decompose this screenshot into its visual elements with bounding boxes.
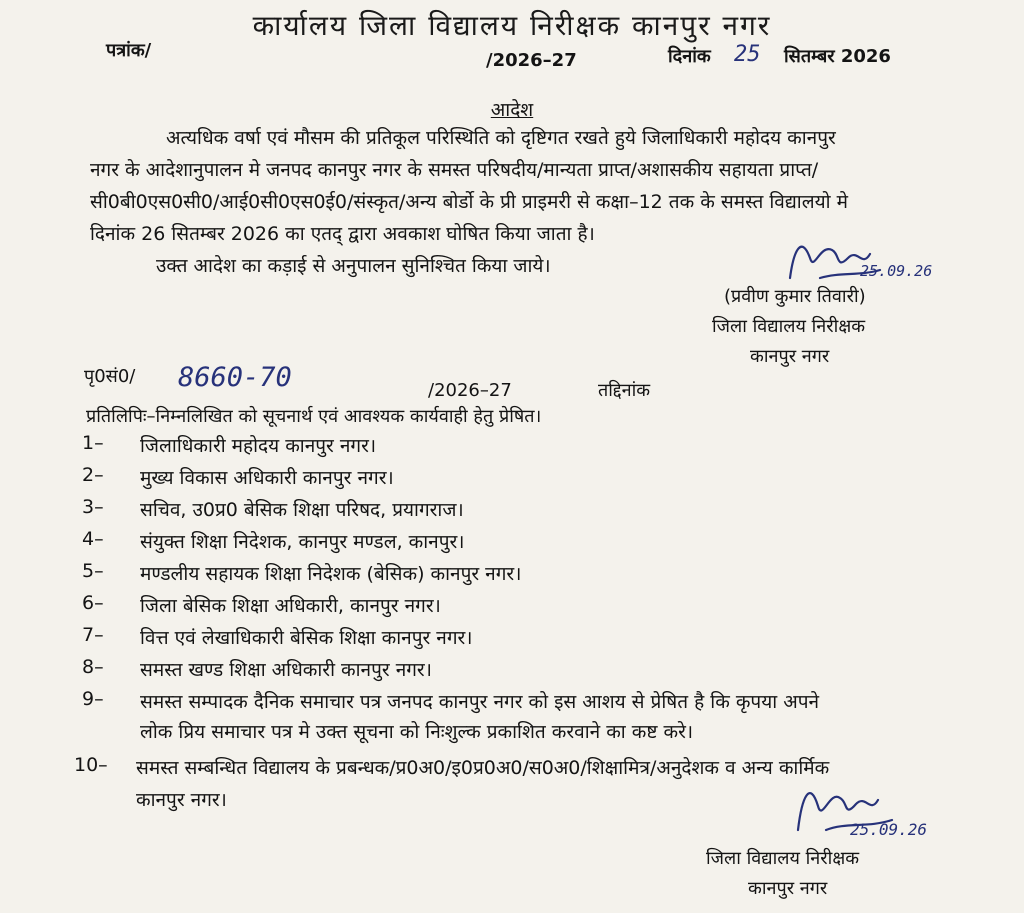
order-line-2: नगर के आदेशानुपालन मे जनपद कानपुर नगर के समस्त परिषदीय/मान्यता प्राप्त/अशासकीय सहायता प्राप्त/: [90, 159, 819, 181]
signature-1-date: 25.09.26: [860, 262, 933, 280]
order-compliance: उक्त आदेश का कड़ाई से अनुपालन सुनिश्चित किया जाये।: [156, 255, 551, 277]
list-item-10-cont: कानपुर नगर।: [136, 789, 227, 811]
list-item-8-num: 8–: [82, 656, 104, 678]
signature-2-date: 25.09.26: [850, 820, 928, 839]
ref-label: पत्रांक/: [106, 40, 152, 61]
signatory-place-2: कानपुर नगर: [748, 878, 828, 899]
signatory-name: (प्रवीण कुमार तिवारी): [724, 286, 866, 307]
date-day-handwritten: 25: [734, 42, 761, 67]
copy-line: प्रतिलिपिः–निम्नलिखित को सूचनार्थ एवं आवश्यक कार्यवाही हेतु प्रेषित।: [86, 406, 542, 427]
order-line-4: दिनांक 26 सितम्बर 2026 का एतद् द्वारा अवकाश घोषित किया जाता है।: [90, 223, 595, 245]
signatory-place-1: कानपुर नगर: [750, 346, 830, 367]
list-item-8: समस्त खण्ड शिक्षा अधिकारी कानपुर नगर।: [140, 659, 432, 681]
list-item-3: सचिव, उ0प्र0 बेसिक शिक्षा परिषद, प्रयागराज।: [140, 499, 464, 521]
list-item-4-num: 4–: [82, 528, 104, 550]
list-item-7: वित्त एवं लेखाधिकारी बेसिक शिक्षा कानपुर नगर।: [140, 627, 473, 649]
list-item-4: संयुक्त शिक्षा निदेशक, कानपुर मण्डल, कानपुर।: [140, 531, 465, 553]
endorsement-ref-number-handwritten: 8660-70: [178, 362, 292, 393]
list-item-5: मण्डलीय सहायक शिक्षा निदेशक (बेसिक) कानपुर नगर।: [140, 563, 522, 585]
list-item-6: जिला बेसिक शिक्षा अधिकारी, कानपुर नगर।: [140, 595, 441, 617]
signatory-designation-1: जिला विद्यालय निरीक्षक: [712, 316, 866, 337]
list-item-9-cont: लोक प्रिय समाचार पत्र मे उक्त सूचना को निःशुल्क प्रकाशित करवाने का कष्ट करे।: [140, 721, 694, 743]
date-rest: सितम्बर 2026: [784, 46, 891, 67]
signatory-designation-2: जिला विद्यालय निरीक्षक: [706, 848, 860, 869]
list-item-5-num: 5–: [82, 560, 104, 582]
list-item-6-num: 6–: [82, 592, 104, 614]
list-item-2: मुख्य विकास अधिकारी कानपुर नगर।: [140, 467, 394, 489]
list-item-10: समस्त सम्बन्धित विद्यालय के प्रबन्धक/प्र0अ0/इ0प्र0अ0/स0अ0/शिक्षामित्र/अनुदेशक व अन्य कार्मिक: [136, 757, 830, 779]
list-item-1-num: 1–: [82, 432, 104, 454]
list-item-1: जिलाधिकारी महोदय कानपुर नगर।: [140, 435, 377, 457]
order-title: आदेश: [490, 99, 534, 121]
office-title: कार्यालय जिला विद्यालय निरीक्षक कानपुर नगर: [252, 9, 772, 42]
list-item-2-num: 2–: [82, 464, 104, 486]
list-item-3-num: 3–: [82, 496, 104, 518]
list-item-10-num: 10–: [74, 754, 108, 776]
list-item-7-num: 7–: [82, 624, 104, 646]
endorsement-ref-label: पृ0सं0/: [84, 366, 136, 387]
list-item-9: समस्त सम्पादक दैनिक समाचार पत्र जनपद कानपुर नगर को इस आशय से प्रेषित है कि कृपया अपने: [140, 691, 820, 713]
endorsement-date-label: तद्दिनांक: [598, 380, 651, 401]
endorsement-ref-year: /2026–27: [428, 380, 512, 401]
order-line-1: अत्यधिक वर्षा एवं मौसम की प्रतिकूल परिस्थिति को दृष्टिगत रखते हुये जिलाधिकारी महोदय कानपुर: [166, 127, 836, 149]
ref-year: /2026–27: [486, 50, 577, 71]
date-label: दिनांक: [668, 46, 711, 67]
order-line-3: सी0बी0एस0सी0/आई0सी0एस0ई0/संस्कृत/अन्य बोर्डो के प्री प्राइमरी से कक्षा–12 तक के समस्त विद्यालयो मे: [90, 191, 848, 213]
signature-1-mark: [780, 228, 890, 290]
list-item-9-num: 9–: [82, 688, 104, 710]
